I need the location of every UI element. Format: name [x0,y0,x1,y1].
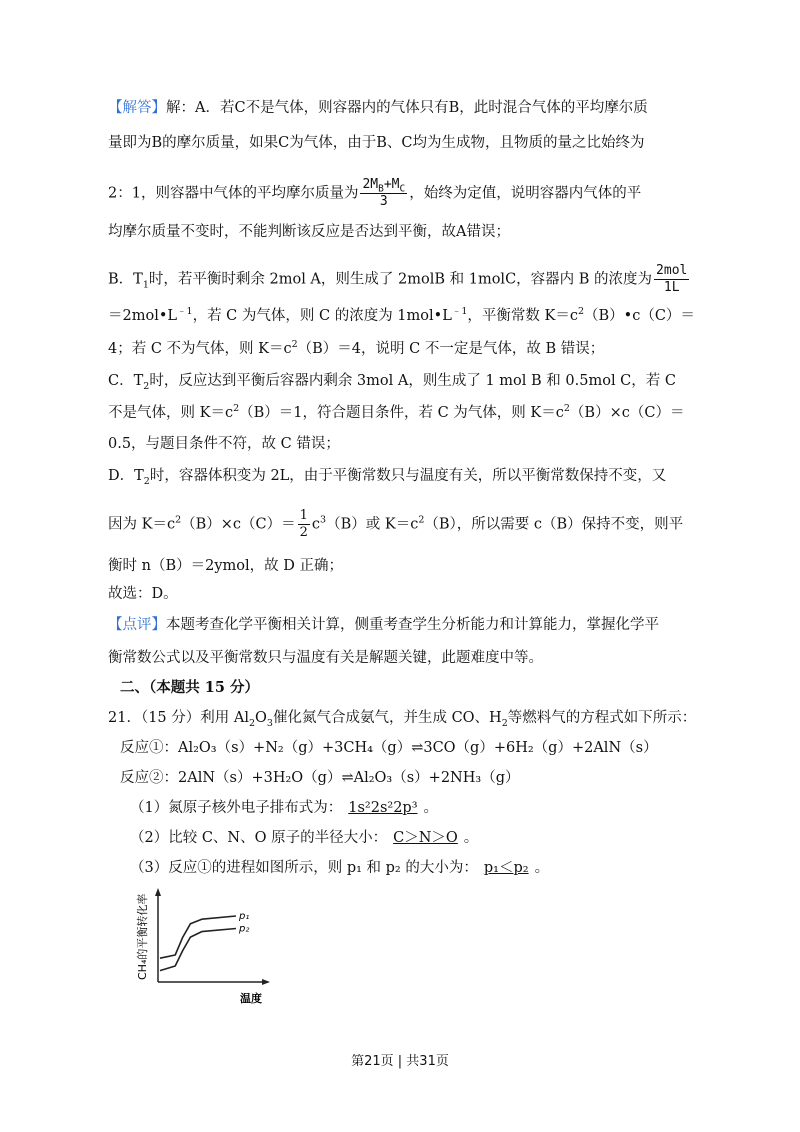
x-axis-label: 温度 [240,992,262,1005]
y-axis-arrow [155,888,161,896]
comment-tag: 【点评】 [108,617,166,633]
answer-blank-1: 1s²2s²2p³ [348,800,418,816]
answer-line-14: 故选：D。 [108,586,178,602]
answer-line-13: 衡时 n（B）＝2ymol，故 D 正确； [108,558,343,574]
concentration-fraction: $\frac{\text{2mol}}{1L}$ [656,263,688,295]
answer-line-12: 因为 $K=c^2(B)\times c(C)=$ $\frac{1}{2}$ $c^3(B)$或 $K=c^2(B)$，所以需要 c（B）保持不变，则平 [108,508,684,540]
answer-line-11: D．$T_2$时，容器体积变为 2L，由于平衡常数只与温度有关，所以平衡常数保持不变，又 [108,468,667,487]
series-line-1 [160,916,236,958]
answer-tag: 【解答】 [108,100,166,116]
series-label-2: p₂ [239,923,250,935]
subquestion-1: （1）氮原子核外电子排布式为： 1s²2s²2p³ 。 [130,800,439,816]
answer-blank-2: C＞N＞O [393,830,458,846]
section-title: 二、（本题共 15 分） [120,679,260,696]
half-fraction: $\frac{1}{2}$ [299,508,308,540]
subquestion-2: （2）比较 C、N、O 原子的半径大小： C＞N＞O 。 [130,830,479,846]
answer-line-2: 量即为B的摩尔质量，如果C为气体，由于B、C均为生成物，且物质的量之比始终为 [108,135,645,151]
answer-line-9: 不是气体，则 $K=c^2(B)=1$，符合题目条件，若 C 为气体，则 $K=c^2(B)\times c(C)=$ [108,403,685,421]
y-axis-label: CH₄的平衡转化率 [136,893,149,980]
comment-line-2: 衡常数公式以及平衡常数只与温度有关是解题关键，此题难度中等。 [108,650,543,666]
comment-line-1: 【点评】本题考查化学平衡相关计算，侧重考查学生分析能力和计算能力，掌握化学平 [108,617,659,633]
reaction-2: 反应②：2AlN（s）+3H₂O（g）⇌Al₂O₃（s）+2NH₃（g） [120,770,520,786]
reaction-1: 反应①：Al₂O₃（s）+N₂（g）+3CH₄（g）⇌3CO（g）+6H₂（g）+2AlN（s） [120,740,658,756]
x-axis-arrow [262,979,270,985]
answer-line-5: B．$T_1$时，若平衡时剩余 2mol A，则生成了 2molB 和 1molC，容器内 B 的浓度为 $\frac{\text{2mol}}{1L}$ [108,263,688,295]
subquestion-3: （3）反应①的进程如图所示，则 p₁ 和 p₂ 的大小为： p₁＜p₂ 。 [130,860,550,876]
page-footer: 第21页 | 共31页 [351,1054,449,1069]
conversion-chart [128,888,278,1006]
answer-line-8: C．$T_2$时，反应达到平衡后容器内剩余 3mol A，则生成了 1 mol B 和 0.5mol C，若 C [108,373,676,392]
question-21-stem: 21．（15 分）利用 $Al_2O_3$催化氮气合成氨气，并生成 CO、$H_2$等燃料气的方程式如下所示： [108,710,697,729]
answer-line-3: 2：1，则容器中气体的平均摩尔质量为 $\frac{2M_B+M_C}{3}$ ，始终为定值，说明容器内气体的平 [108,177,642,209]
series-line-2 [160,929,236,971]
answer-blank-3: p₁＜p₂ [483,860,529,876]
answer-line-7: 4；若 C 不为气体，则 $K=c^2(B)=4$，说明 C 不一定是气体，故 B 错误； [108,339,605,357]
answer-line-1: 【解答】解：A．若C不是气体，则容器内的气体只有B，此时混合气体的平均摩尔质 [108,100,648,116]
series-label-1: p₁ [239,911,250,922]
molar-mass-fraction: $\frac{2M_B+M_C}{3}$ [362,177,406,209]
answer-line-6: $=2mol•L^{﹣1}$，若 C 为气体，则 C 的浓度为 $1mol•L^{﹣1}$，平衡常数 $K=c^2(B)•c(C)=$ [108,306,695,324]
answer-line-10: 0.5，与题目条件不符，故 C 错误； [108,436,340,452]
answer-line-4: 均摩尔质量不变时，不能判断该反应是否达到平衡，故A错误； [108,224,510,240]
